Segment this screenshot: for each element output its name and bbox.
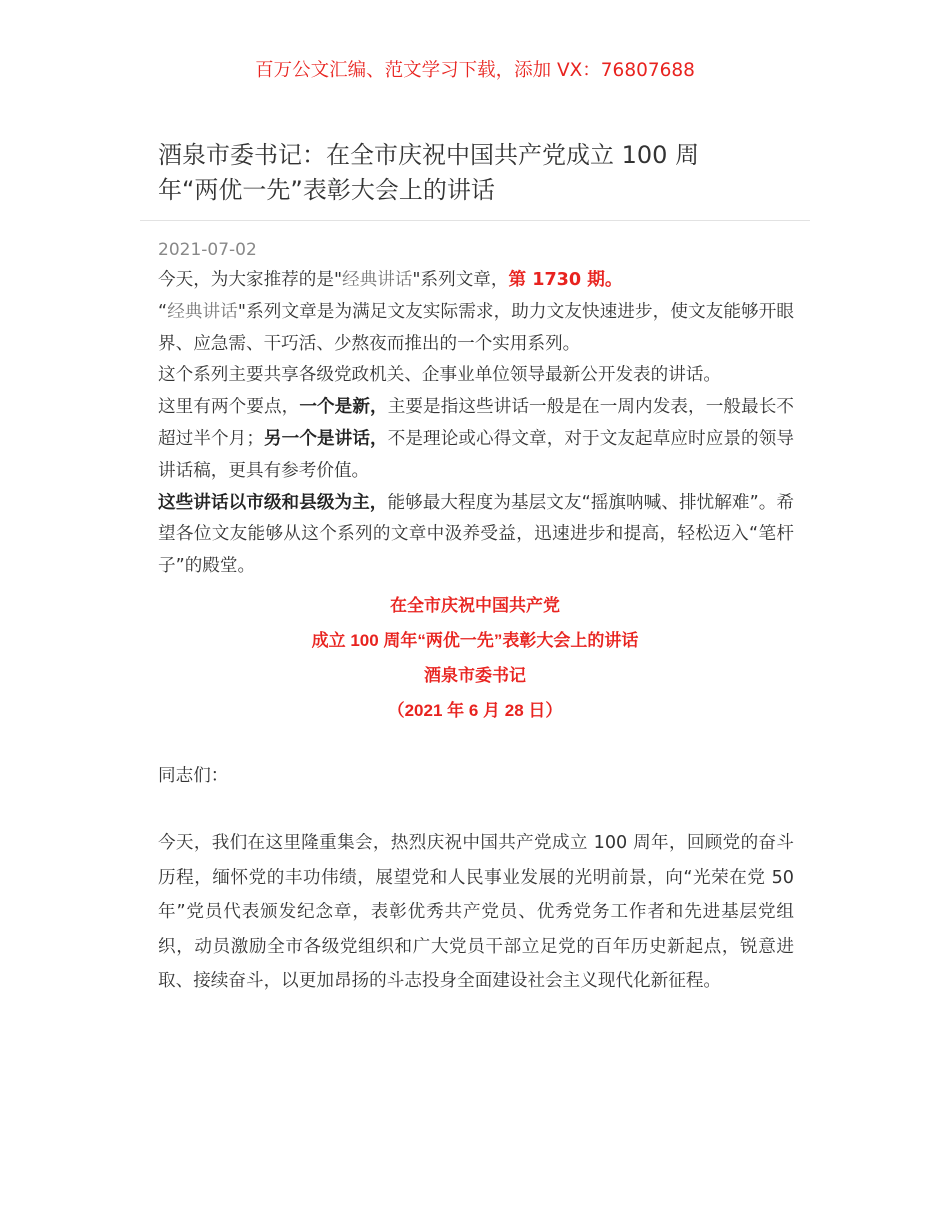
salutation: 同志们： <box>158 766 229 786</box>
intro-paragraph <box>158 488 794 583</box>
bold-text: 这些讲话以市级和县级为主， <box>158 492 388 513</box>
speech-heading <box>0 588 950 728</box>
bold-text: 另一个是讲话， <box>263 428 388 449</box>
divider <box>140 220 810 221</box>
text: “ <box>158 301 168 322</box>
text: "系列文章， <box>412 270 509 290</box>
heading-line: 在全市庆祝中国共产党 <box>390 596 560 615</box>
speech-date: （2021 年 6 月 28 日） <box>387 701 563 720</box>
bold-text: 一个是新， <box>299 397 388 418</box>
text: 主要是指这些讲话一般是在一周内发表，一般最长不超过半个月； <box>158 397 794 449</box>
text: 能够最大程度为基层文友“摇旗呐喊、排忧解难”。希望各位文友能够从这个系列的文章中汲养受益，迅速进步和提高，轻松迈入“笔杆子”的殿堂。 <box>158 492 794 577</box>
publish-date: 2021-07-02 <box>158 240 257 260</box>
intro-section <box>158 265 794 583</box>
series-name: 经典讲话 <box>342 270 413 290</box>
article-title: 酒泉市委书记：在全市庆祝中国共产党成立 100 周年“两优一先”表彰大会上的讲话 <box>158 141 700 204</box>
speaker: 酒泉市委书记 <box>424 666 526 685</box>
heading-line: 成立 100 周年“两优一先”表彰大会上的讲话 <box>311 631 639 650</box>
text: 这里有两个要点， <box>158 397 300 418</box>
text: 今天，为大家推荐的是" <box>158 270 343 290</box>
intro-paragraph <box>158 392 794 487</box>
promo-banner: 百万公文汇编、范文学习下载，添加 VX：76807688 <box>255 60 695 81</box>
issue-number: 第 1730 期。 <box>508 270 623 290</box>
intro-paragraph: 这个系列主要共享各级党政机关、企事业单位领导最新公开发表的讲话。 <box>158 365 722 386</box>
text: "系列文章是为满足文友实际需求，助力文友快速进步，使文友能够开眼界、应急需、干巧活、少熬夜而推出的一个实用系列。 <box>158 301 794 354</box>
intro-paragraph <box>158 265 794 297</box>
text: 不是理论或心得文章，对于文友起草应时应景的领导讲话稿，更具有参考价值。 <box>158 428 794 481</box>
body-paragraph: 今天，我们在这里隆重集会，热烈庆祝中国共产党成立 100 周年，回顾党的奋斗历程，缅怀党的丰功伟绩，展望党和人民事业发展的光明前景，向“光荣在党 50 年”党员代表颁发纪念章，表彰优秀共产党员、优秀党务工作者和先进基层党组织，动员激励全市各级党组织和广大党员干部立足党的百年历史新起点，锐意进取、接续奋斗，以更加昂扬的斗志投身全面建设社会主义现代化新征程。 <box>158 833 794 991</box>
intro-paragraph <box>158 297 794 361</box>
series-name: 经典讲话 <box>167 301 238 322</box>
